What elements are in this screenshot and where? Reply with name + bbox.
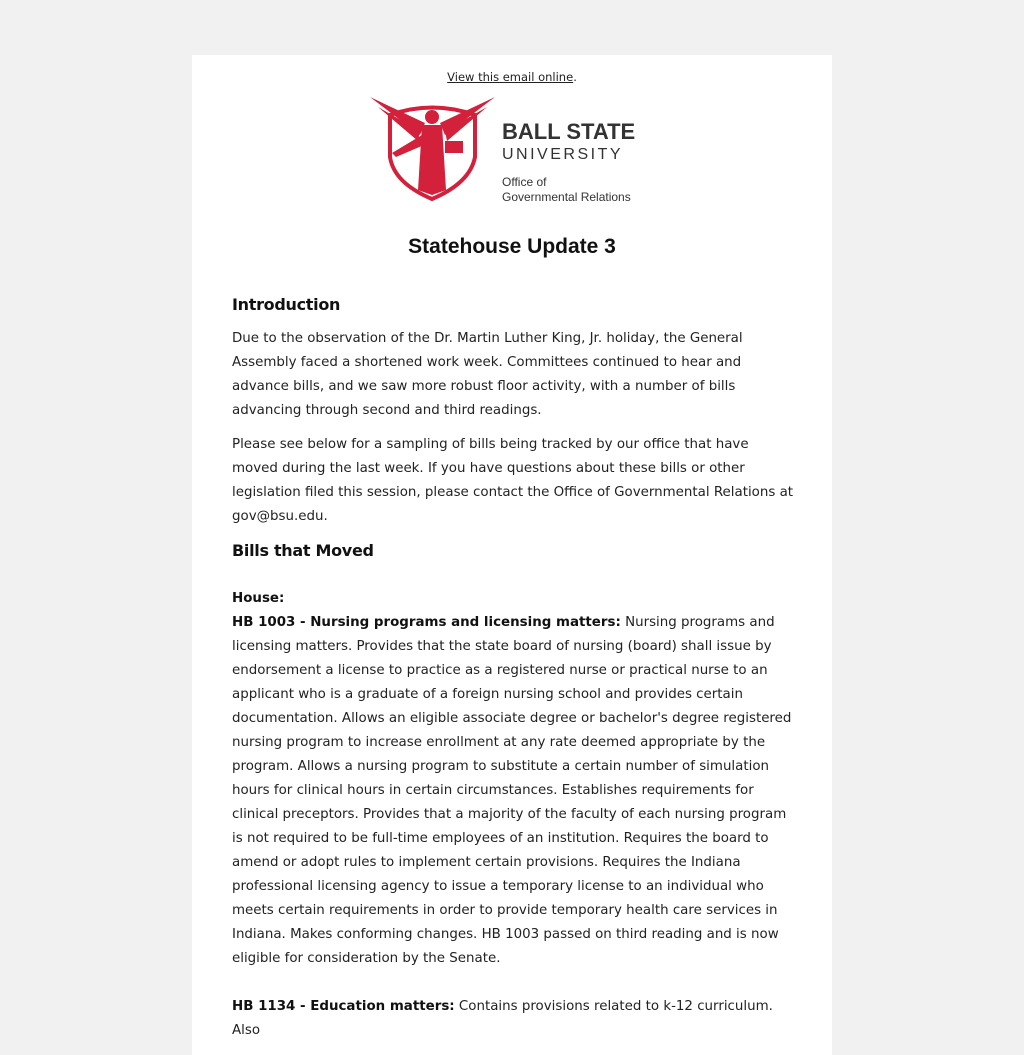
view-online-link[interactable]: View this email online [447, 70, 574, 84]
intro-paragraph-2: Please see below for a sampling of bills being tracked by our office that have moved during the last week. If you have questions about these bills or other legislation filed this session, please contact the Office of Governmental Relations at gov@bsu.edu. [232, 437, 794, 524]
page-title: Statehouse Update 3 [408, 235, 616, 258]
ball-state-logo [370, 95, 660, 207]
bill-title: HB 1134 - Education matters: [232, 999, 455, 1014]
logo-text-ball-state: BALL STATE [502, 119, 636, 144]
bill-item [232, 611, 794, 971]
bill-description: Contains provisions related to k-12 curriculum. Also [232, 999, 773, 1038]
view-online-line [192, 70, 832, 84]
house-label: House: [232, 591, 285, 606]
email-card [192, 55, 832, 1055]
intro-heading: Introduction [232, 295, 341, 314]
logo-text-office: Office of [502, 175, 547, 189]
intro-paragraph-1: Due to the observation of the Dr. Martin Luther King, Jr. holiday, the General Assembly faced a shortened work week. Committees continued to hear and advance bills, and we saw more robust floor activity, with a number of bills advancing through second and third readings. [232, 331, 743, 418]
beneficence-icon [370, 97, 495, 199]
email-body [232, 293, 794, 1053]
bill-item [232, 995, 794, 1043]
bills-heading: Bills that Moved [232, 541, 374, 560]
logo-text-governmental-relations: Governmental Relations [502, 190, 631, 204]
logo-text-university: UNIVERSITY [502, 146, 624, 163]
bill-description: Nursing programs and licensing matters. Provides that the state board of nursing (board) shall issue by endorsement a license to practice as a registered nurse or practical nurse to an applicant who is a graduate of a foreign nursing school and provides certain documentation. Allows an eligible associate degree or bachelor's degree registered nursing program to increase enrollment at any rate deemed appropriate by the program. Allows a nursing program to substitute a certain number of simulation hours for clinical hours in certain circumstances. Establishes requirements for clinical preceptors. Provides that a majority of the faculty of each nursing program is not required to be full-time employees of an institution. Requires the board to amend or adopt rules to implement certain provisions. Requires the Indiana professional licensing agency to issue a temporary license to an individual who meets certain requirements in order to provide temporary health care services in Indiana. Makes conforming changes. HB 1003 passed on third reading and is now eligible for consideration by the Senate. [232, 615, 792, 966]
period: . [573, 70, 577, 84]
bill-title: HB 1003 - Nursing programs and licensing matters: [232, 615, 621, 630]
